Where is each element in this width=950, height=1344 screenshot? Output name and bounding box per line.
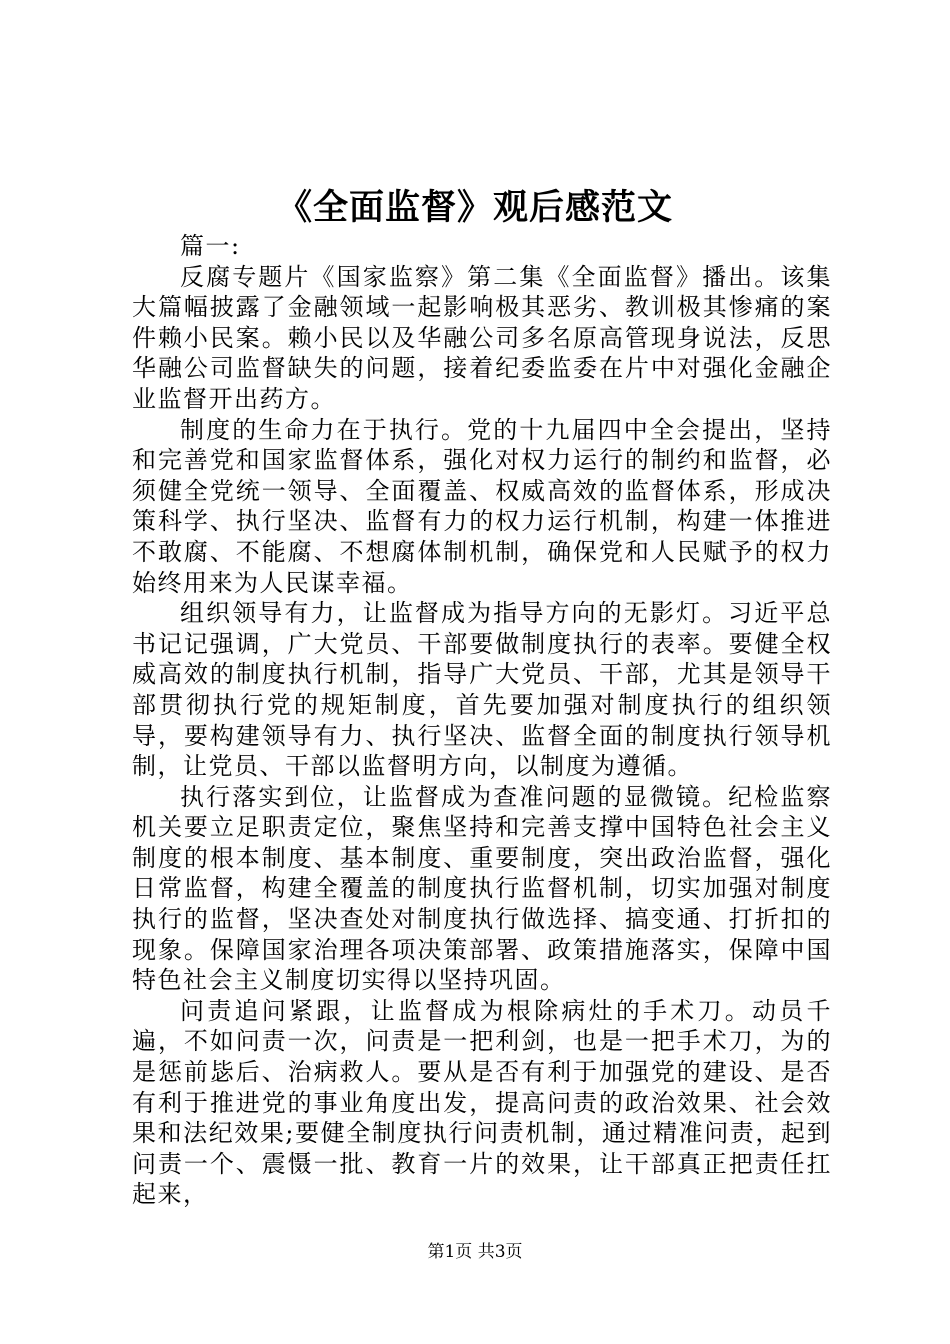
paragraph: 反腐专题片《国家监察》第二集《全面监督》播出。该集大篇幅披露了金融领域一起影响极其恶劣、教训极其惨痛的案件赖小民案。赖小民以及华融公司多名原高管现身说法，反思华融公司监督缺失的问题，接着纪委监委在片中对强化金融企业监督开出药方。 [132, 262, 832, 413]
page-number-footer: 第1页 共3页 [427, 1242, 523, 1262]
paragraph: 组织领导有力，让监督成为指导方向的无影灯。习近平总书记记强调，广大党员、干部要做制度执行的表率。要健全权威高效的制度执行机制，指导广大党员、干部，尤其是领导干部贯彻执行党的规矩制度，首先要加强对制度执行的组织领导，要构建领导有力、执行坚决、监督全面的制度执行领导机制，让党员、干部以监督明方向，以制度为遵循。 [132, 599, 832, 781]
paragraph: 执行落实到位，让监督成为查准问题的显微镜。纪检监察机关要立足职责定位，聚焦坚持和完善支撑中国特色社会主义制度的根本制度、基本制度、重要制度，突出政治监督，强化日常监督，构建全覆盖的制度执行监督机制，切实加强对制度执行的监督，坚决查处对制度执行做选择、搞变通、打折扣的现象。保障国家治理各项决策部署、政策措施落实，保障中国特色社会主义制度切实得以坚持巩固。 [132, 782, 832, 995]
document-body [132, 231, 832, 1210]
paragraph-section-label: 篇一: [180, 232, 241, 260]
paragraph: 制度的生命力在于执行。党的十九届四中全会提出，坚持和完善党和国家监督体系，强化对权力运行的制约和监督，必须健全党统一领导、全面覆盖、权威高效的监督体系，形成决策科学、执行坚决、监督有力的权力运行机制，构建一体推进不敢腐、不能腐、不想腐体制机制，确保党和人民赋予的权力始终用来为人民谋幸福。 [132, 415, 832, 597]
paragraph: 问责追问紧跟，让监督成为根除病灶的手术刀。动员千遍，不如问责一次，问责是一把利剑，也是一把手术刀，为的是惩前毖后、治病救人。要从是否有利于加强党的建设、是否有利于推进党的事业角度出发，提高问责的政治效果、社会效果和法纪效果;要健全制度执行问责机制，通过精准问责，起到问责一个、震慑一批、教育一片的效果，让干部真正把责任扛起来， [132, 996, 832, 1209]
document-title: 《全面监督》观后感范文 [276, 187, 673, 228]
